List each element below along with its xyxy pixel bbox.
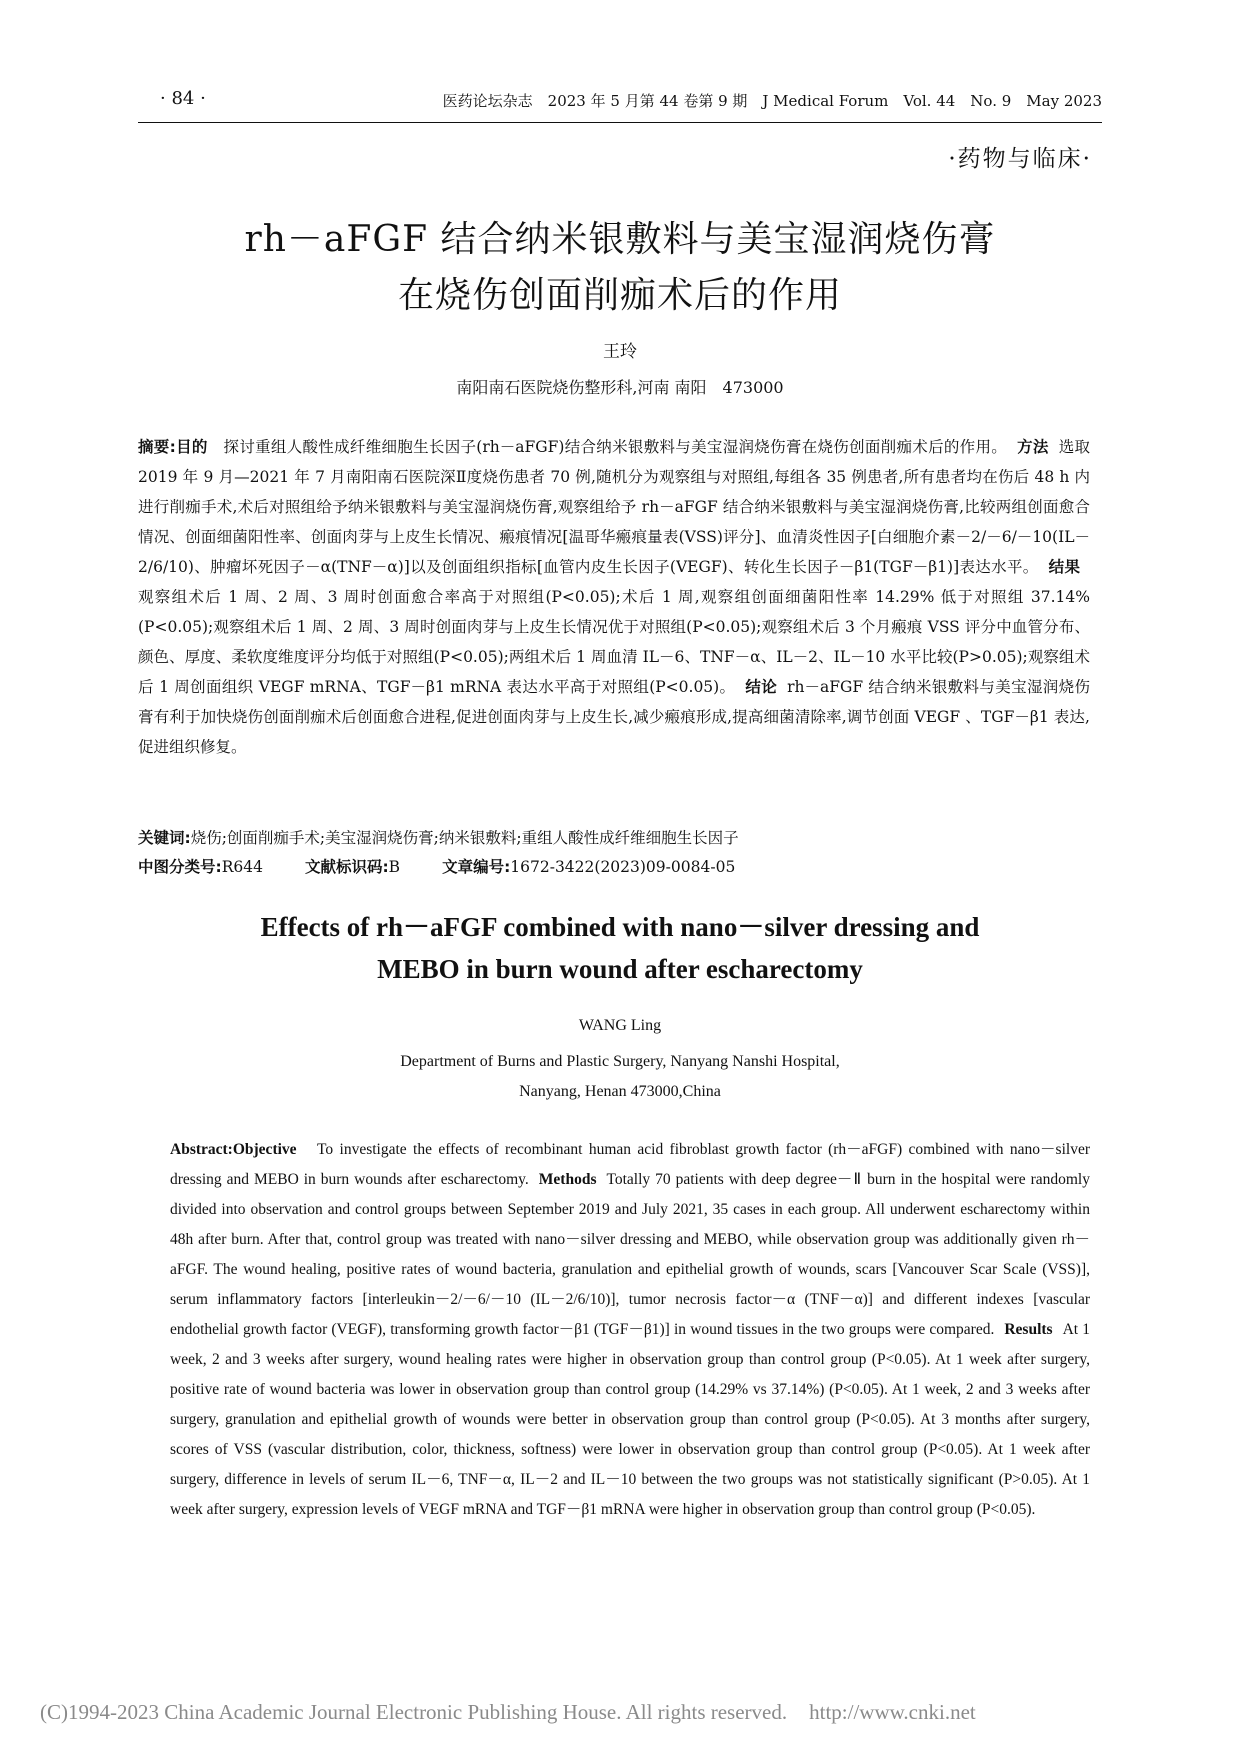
affiliation-english — [0, 1047, 1240, 1107]
doc-code-label: 文献标识码: — [304, 858, 389, 876]
abstract-methods-text: 选取 2019 年 9 月—2021 年 7 月南阳南石医院深Ⅱ度烧伤患者 70 例,随机分为观察组与对照组,每组各 35 例患者,所有患者均在伤后 48 h 内进行削痂手术,术后对照组给予纳米银敷料与美宝湿润烧伤膏,观察组给予 rh－aFGF 结合纳米银敷料与美宝湿润烧伤膏,比较两组创面愈合情况、创面细菌阳性率、创面肉芽与上皮生长情况、瘢痕情况[温哥华瘢痕量表(VSS)评分]、血清炎性因子[白细胞介素－2/－6/－10(IL－2/6/10)、肿瘤坏死因子－α(TNF－α)]以及创面组织指标[血管内皮生长因子(VEGF)、转化生长因子－β1(TGF－β1)]表达水平。 — [138, 438, 1090, 576]
classification-line — [138, 854, 1090, 880]
title-english — [150, 906, 1090, 990]
results-en-label: Results — [1004, 1321, 1053, 1338]
abstract-results-text: 观察组术后 1 周、2 周、3 周时创面愈合率高于对照组(P<0.05);术后 1 周,观察组创面细菌阳性率 14.29% 低于对照组 37.14%(P<0.05);观察组术后 1 周、2 周、3 周时创面肉芽与上皮生长情况优于对照组(P<0.05);观察组术后 3 个月瘢痕 VSS 评分中血管分布、颜色、厚度、柔软度维度评分均低于对照组(P<0.05);两组术后 1 周血清 IL－6、TNF－α、IL－2、IL－10 水平比较(P>0.05);观察组术后 1 周创面组织 VEGF mRNA、TGF－β1 mRNA 表达水平高于对照组(P<0.05)。 — [138, 588, 1090, 696]
title-chinese-line-2: 在烧伤创面削痂术后的作用 — [397, 275, 842, 316]
author-chinese: 王玲 — [603, 342, 637, 362]
running-header — [138, 88, 1102, 118]
abstract-en-results-text: At 1 week, 2 and 3 weeks after surgery, wound healing rates were higher in observation group than control group (P<0.05). At 1 week after surgery, positive rate of wound bacteria was lower in observation group than control group (14.29% vs 37.14%) (P<0.05). At 1 week, 2 and 3 weeks after surgery, granulation and epithelial growth of wounds were better in observation group than control group (P<0.05). At 3 months after surgery, scores of VSS (vascular distribution, color, thickness, softness) were lower in observation group than control group (P<0.05). At 1 week after surgery, difference in levels of serum IL－6, TNF－α, IL－2 and IL－10 between the two groups was not statistically significant (P>0.05). At 1 week after surgery, expression levels of VEGF mRNA and TGF－β1 mRNA were higher in observation group than control group (P<0.05). — [170, 1321, 1090, 1518]
abstract-chinese — [138, 432, 1090, 762]
title-chinese — [150, 212, 1090, 324]
title-english-line-2: MEBO in burn wound after escharectomy — [377, 954, 863, 984]
journal-citation: 医药论坛杂志 2023 年 5 月第 44 卷第 9 期 J Medical Forum Vol. 44 No. 9 May 2023 — [442, 92, 1102, 110]
title-english-line-1: Effects of rh－aFGF combined with nano－silver dressing and — [260, 912, 980, 942]
abstract-en-label: Abstract:Objective — [170, 1141, 297, 1158]
abstract-en-objective-text: To investigate the effects of recombinant human acid fibroblast growth factor (rh－aFGF) combined with nano－silver dressing and MEBO in burn wounds after escharectomy. — [170, 1141, 1090, 1188]
doc-code-value: B — [388, 858, 401, 876]
page-number: · 84 · — [160, 88, 206, 109]
clc-value: R644 — [221, 858, 263, 876]
clc-label: 中图分类号: — [138, 858, 222, 876]
article-number-value: 1672-3422(2023)09-0084-05 — [510, 858, 736, 876]
article-number-label: 文章编号: — [442, 858, 511, 876]
doc-code-group — [305, 858, 400, 876]
section-tag: ·药物与临床· — [948, 146, 1092, 172]
keywords-chinese — [138, 825, 1090, 851]
abstract-label: 摘要:目的 — [138, 438, 208, 456]
article-number-group — [442, 858, 735, 876]
author-english: WANG Ling — [578, 1017, 662, 1034]
affiliation-chinese: 南阳南石医院烧伤整形科,河南 南阳 473000 — [456, 378, 784, 397]
abstract-english — [170, 1135, 1090, 1525]
header-rule — [138, 122, 1102, 123]
affiliation-english-line-2: Nanyang, Henan 473000,China — [519, 1083, 721, 1100]
methods-label: 方法 — [1017, 438, 1049, 456]
abstract-en-methods-text: Totally 70 patients with deep degree－Ⅱ burn in the hospital were randomly divided into observation and control groups between September 2019 and July 2021, 35 cases in each group. All underwent escharectomy within 48h after burn. After that, control group was treated with nano－silver dressing and MEBO, while observation group was additionally given rh－aFGF. The wound healing, positive rates of wound bacteria, granulation and epithelial growth of wounds, scars [Vancouver Scar Scale (VSS)], serum inflammatory factors [interleukin－2/－6/－10 (IL－2/6/10)], tumor necrosis factor－α (TNF－α)] and different indexes [vascular endothelial growth factor (VEGF), transforming growth factor－β1 (TGF－β1)] in wound tissues in the two groups were compared. — [170, 1171, 1090, 1338]
keywords-label: 关键词: — [138, 829, 191, 847]
copyright-footer — [40, 1700, 976, 1725]
abstract-objective-text: 探讨重组人酸性成纤维细胞生长因子(rh－aFGF)结合纳米银敷料与美宝湿润烧伤膏在烧伤创面削痂术后的作用。 — [223, 438, 1008, 456]
affiliation-english-line-1: Department of Burns and Plastic Surgery, Nanyang Nanshi Hospital, — [400, 1053, 840, 1070]
cnki-link[interactable]: http://www.cnki.net — [809, 1700, 976, 1724]
copyright-text: (C)1994-2023 China Academic Journal Electronic Publishing House. All rights reserved. — [40, 1700, 788, 1724]
conclusion-label: 结论 — [745, 678, 778, 696]
title-chinese-line-1: rh－aFGF 结合纳米银敷料与美宝湿润烧伤膏 — [244, 219, 996, 260]
clc-group — [138, 858, 263, 876]
results-label: 结果 — [1048, 558, 1080, 576]
methods-en-label: Methods — [538, 1171, 597, 1188]
abstract-conclusion-text: rh－aFGF 结合纳米银敷料与美宝湿润烧伤膏有利于加快烧伤创面削痂术后创面愈合进程,促进创面肉芽与上皮生长,减少瘢痕形成,提高细菌清除率,调节创面 VEGF 、TGF－β1 表达,促进组织修复。 — [138, 678, 1090, 756]
keywords-text: 烧伤;创面削痂手术;美宝湿润烧伤膏;纳米银敷料;重组人酸性成纤维细胞生长因子 — [190, 829, 739, 847]
